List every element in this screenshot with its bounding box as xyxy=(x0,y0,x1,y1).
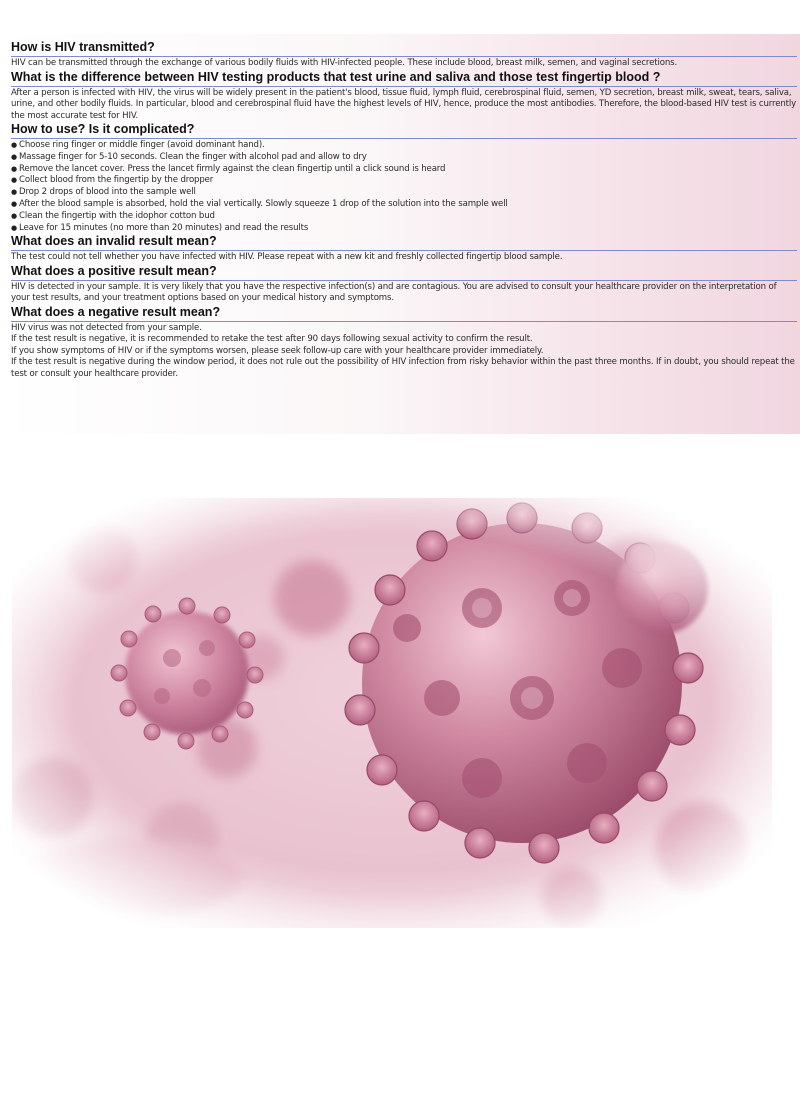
list-item: ● Remove the lancet cover. Press the lancet firmly against the clean fingertip until a click sound is heard xyxy=(11,163,446,174)
bullet-icon: ● xyxy=(11,188,17,197)
usage-steps-list xyxy=(11,140,797,234)
bullet-icon: ● xyxy=(11,211,17,220)
virus-illustration-icon xyxy=(12,498,772,928)
paragraph-positive: HIV is detected in your sample. It is very likely that you have the respective infection(s) and are contagious. You are advised to consult your healthcare provider on the interpretation of your test results, and your treatment options based on your medical history and symptoms. xyxy=(11,281,777,304)
bullet-icon: ● xyxy=(11,141,17,149)
list-item: ● Choose ring finger or middle finger (avoid dominant hand). xyxy=(11,140,265,150)
faq-content xyxy=(11,40,797,380)
heading-negative: What does a negative result mean? xyxy=(11,305,797,322)
paragraph-negative-4: If the test result is negative during the window period, it does not rule out the possibility of HIV infection from risky behavior within the past three months. If in doubt, you should repeat the test or consult your healthcare provider. xyxy=(11,357,795,379)
heading-positive: What does a positive result mean? xyxy=(11,264,797,281)
paragraph-negative-1: HIV virus was not detected from your sample. xyxy=(11,322,202,333)
heading-transmission: How is HIV transmitted? xyxy=(11,40,797,57)
answer-positive xyxy=(11,282,797,305)
paragraph-negative-3: If you show symptoms of HIV or if the symptoms worsen, please seek follow-up care with your healthcare provider immediately. xyxy=(11,345,544,356)
paragraph-transmission: HIV can be transmitted through the exchange of various bodily fluids with HIV-infected people. These include blood, breast milk, semen, and vaginal secretions. xyxy=(11,58,678,68)
list-item: ● After the blood sample is absorbed, hold the vial vertically. Slowly squeeze 1 drop of the solution into the sample well xyxy=(11,198,508,209)
paragraph-negative-2: If the test result is negative, it is recommended to retake the test after 90 days following sexual activity to confirm the result. xyxy=(11,334,533,345)
list-item: ● Drop 2 drops of blood into the sample well xyxy=(11,187,196,198)
answer-invalid xyxy=(11,252,797,264)
bullet-icon: ● xyxy=(11,176,17,185)
bullet-icon: ● xyxy=(11,199,17,208)
bullet-icon: ● xyxy=(11,152,17,161)
answer-negative xyxy=(11,323,797,381)
heading-how-to-use: How to use? Is it complicated? xyxy=(11,122,797,139)
paragraph-difference: After a person is infected with HIV, the virus will be widely present in the patient's blood, tissue fluid, lymph fluid, cerebrospinal fluid, semen, YD secretion, breast milk, sweat, tears, saliva, urine, and other bodily fluids. In particular, blood and cerebrospinal fluid have the highest levels of HIV, hence, produce the most antibodies. Therefore, the blood-based HIV test is currently the most accurate test for HIV. xyxy=(11,87,797,121)
paragraph-invalid: The test could not tell whether you have infected with HIV. Please repeat with a new kit and freshly collected fingertip blood sample. xyxy=(11,252,563,263)
bullet-icon: ● xyxy=(11,223,17,232)
answer-difference xyxy=(11,88,797,123)
faq-panel xyxy=(0,34,800,434)
list-item: ● Collect blood from the fingertip by the dropper xyxy=(11,175,214,186)
list-item: ● Leave for 15 minutes (no more than 20 minutes) and read the results xyxy=(11,222,309,233)
bullet-icon: ● xyxy=(11,164,17,173)
list-item: ● Massage finger for 5-10 seconds. Clean the finger with alcohol pad and allow to dry xyxy=(11,151,367,162)
answer-transmission xyxy=(11,58,797,70)
list-item: ● Clean the fingertip with the idophor cotton bud xyxy=(11,210,215,221)
heading-difference: What is the difference between HIV testing products that test urine and saliva and those test fingertip blood ? xyxy=(11,70,797,87)
heading-invalid: What does an invalid result mean? xyxy=(11,234,797,251)
